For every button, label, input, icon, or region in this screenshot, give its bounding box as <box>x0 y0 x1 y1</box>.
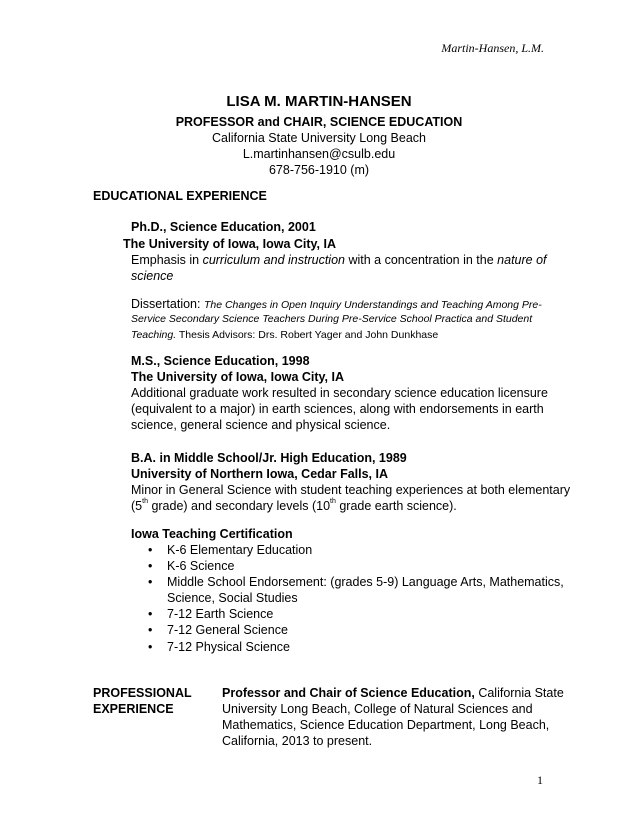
bullet: • <box>148 607 153 621</box>
phd-school: The University of Iowa, Iowa City, IA <box>123 237 337 251</box>
cert-item: 7-12 Physical Science <box>167 640 290 654</box>
bullet: • <box>148 575 153 589</box>
ms-degree: M.S., Science Education, 1998 <box>131 354 310 368</box>
ms-school: The University of Iowa, Iowa City, IA <box>131 370 345 384</box>
bullet: • <box>148 559 153 573</box>
professional-line3: Mathematics, Science Education Department, Long Beach, <box>222 718 550 732</box>
cert-item: 7-12 Earth Science <box>167 607 274 621</box>
dissertation-line1: Dissertation: The Changes in Open Inquiry Understandings and Teaching Among Pre- <box>131 297 542 311</box>
ba-degree: B.A. in Middle School/Jr. High Education, 1989 <box>131 451 407 465</box>
running-head: Martin-Hansen, L.M. <box>441 41 544 55</box>
professional-heading-1: PROFESSIONAL <box>93 686 192 700</box>
position-title: PROFESSOR and CHAIR, SCIENCE EDUCATION <box>175 115 463 129</box>
name-title: LISA M. MARTIN-HANSEN <box>226 93 412 110</box>
dissertation-line3: Teaching. Thesis Advisors: Drs. Robert Yager and John Dunkhase <box>131 329 439 341</box>
phd-emphasis-line1: Emphasis in curriculum and instruction with a concentration in the nature of <box>131 253 547 267</box>
cert-item: Middle School Endorsement: (grades 5-9) Language Arts, Mathematics, <box>167 575 564 589</box>
institution: California State University Long Beach <box>211 131 426 145</box>
ms-desc-line3: science, general science and physical science. <box>131 418 391 432</box>
cert-heading: Iowa Teaching Certification <box>131 527 293 541</box>
bullet: • <box>148 640 153 654</box>
phd-degree: Ph.D., Science Education, 2001 <box>131 220 316 234</box>
bullet: • <box>148 543 153 557</box>
professional-line2: University Long Beach, College of Natural Sciences and <box>222 702 533 716</box>
education-heading: EDUCATIONAL EXPERIENCE <box>93 189 267 203</box>
cert-item: K-6 Science <box>167 559 235 573</box>
phone: 678-756-1910 (m) <box>268 163 370 177</box>
bullet: • <box>148 623 153 637</box>
page-number: 1 <box>537 773 543 787</box>
cert-item: 7-12 General Science <box>167 623 288 637</box>
ms-desc-line2: (equivalent to a major) in earth sciences, along with endorsements in earth <box>131 402 544 416</box>
professional-heading-2: EXPERIENCE <box>93 702 174 716</box>
ba-school: University of Northern Iowa, Cedar Falls, IA <box>131 467 389 481</box>
dissertation-line2: Service Secondary Science Teachers During Pre-Service School Practica and Student <box>131 313 533 325</box>
cert-item-continuation: Science, Social Studies <box>167 591 298 605</box>
professional-line4: California, 2013 to present. <box>222 734 373 748</box>
ba-desc-line2: (5th grade) and secondary levels (10th grade earth science). <box>131 498 457 513</box>
ms-desc-line1: Additional graduate work resulted in secondary science education licensure <box>131 386 548 400</box>
ba-desc-line1: Minor in General Science with student teaching experiences at both elementary <box>131 483 571 497</box>
cert-item: K-6 Elementary Education <box>167 543 313 557</box>
phd-emphasis-line2: science <box>131 269 174 283</box>
email: L.martinhansen@csulb.edu <box>242 147 396 161</box>
professional-line1: Professor and Chair of Science Education, California State <box>222 686 564 700</box>
